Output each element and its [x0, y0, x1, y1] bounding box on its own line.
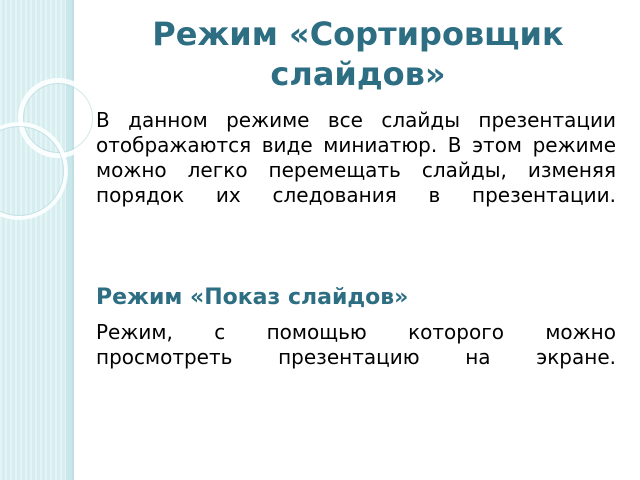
left-decorative-band [0, 0, 74, 480]
band-stripes [0, 0, 72, 480]
band-edge [66, 0, 72, 480]
body-paragraph: Режим, с помощью которого можно просмотреть презентацию на экране. [96, 320, 616, 369]
slide-title: Режим «Сортировщик слайдов» [152, 15, 564, 93]
body-paragraph: В данном режиме все слайды презентации отображаются виде миниатюр. В этом режиме можно легко перемещать слайды, изменяя порядок их следования в презентации. [96, 108, 616, 207]
section-heading: Режим «Показ слайдов» [96, 285, 409, 310]
